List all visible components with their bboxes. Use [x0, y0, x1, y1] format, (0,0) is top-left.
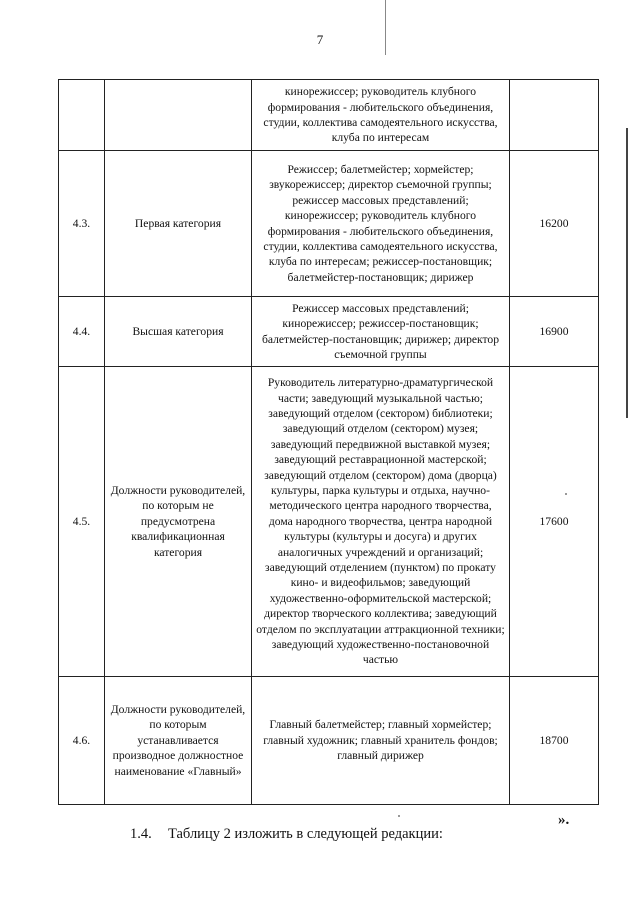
- row-number-cell: 4.6.: [59, 677, 105, 805]
- positions-cell: кинорежиссер; руководитель клубного формирования - любительского объединения, студии, коллектива самодеятельного искусства, клуба по интересам: [252, 80, 510, 151]
- paragraph-number: 1.4.: [130, 826, 152, 842]
- paragraph-text: Таблицу 2 изложить в следующей редакции:: [168, 826, 443, 842]
- category-cell: Высшая категория: [105, 297, 252, 367]
- scan-artifact-line: [626, 128, 628, 418]
- scan-artifact-dot: [398, 815, 400, 817]
- table-row: [59, 80, 599, 151]
- table-row: [59, 677, 599, 805]
- page-number: 7: [316, 32, 324, 47]
- positions-cell: Режиссер массовых представлений; кинорежиссер; режиссер-постановщик; балетмейстер-постановщик; дирижер; директор съемочной группы: [252, 297, 510, 367]
- salary-cell: 18700: [510, 677, 599, 805]
- category-cell: [105, 80, 252, 151]
- positions-cell: Режиссер; балетмейстер; хормейстер; звукорежиссер; директор съемочной группы; режиссер массовых представлений; кинорежиссер; руководитель клубного формирования - любительского объединения, студии, коллектива самодеятельного искусства, клуба по интересам; режиссер-постановщик; балетмейстер-постановщик; дирижер: [252, 151, 510, 297]
- category-cell: Должности руководителей, по которым не предусмотрена квалификационная категория: [105, 367, 252, 677]
- salary-cell: 17600: [510, 367, 599, 677]
- row-number-cell: [59, 80, 105, 151]
- positions-cell: Руководитель литературно-драматургической части; заведующий музыкальной частью; заведующий отделом (сектором) библиотеки; заведующий отделом (сектором) музея; заведующий передвижной выставкой музея; заведующий реставрационной мастерской; заведующий отделом (сектором) дома (дворца) культуры, парка культуры и отдыха, научно-методического центра народного творчества, дома народного творчества, центра народной культуры (культуры и досуга) и других аналогичных учреждений и организаций; заведующий отделением (пунктом) по прокату кино- и видеофильмов; заведующий художественно-оформительской мастерской; директор творческого коллектива; заведующий отделом по эксплуатации аттракционной техники; заведующий художественно-постановочной частью: [252, 367, 510, 677]
- closing-quote: ».: [558, 812, 570, 828]
- table-row: [59, 297, 599, 367]
- table-row: [59, 367, 599, 677]
- row-number-cell: 4.3.: [59, 151, 105, 297]
- positions-cell: Главный балетмейстер; главный хормейстер; главный художник; главный хранитель фондов; главный дирижер: [252, 677, 510, 805]
- row-number-cell: 4.5.: [59, 367, 105, 677]
- salary-cell: 16900: [510, 297, 599, 367]
- salary-table: [58, 79, 599, 805]
- salary-cell: [510, 80, 599, 151]
- table-row: [59, 151, 599, 297]
- category-cell: Должности руководителей, по которым устанавливается производное должностное наименование «Главный»: [105, 677, 252, 805]
- category-cell: Первая категория: [105, 151, 252, 297]
- salary-cell: 16200: [510, 151, 599, 297]
- row-number-cell: 4.4.: [59, 297, 105, 367]
- amendment-paragraph: [130, 826, 443, 843]
